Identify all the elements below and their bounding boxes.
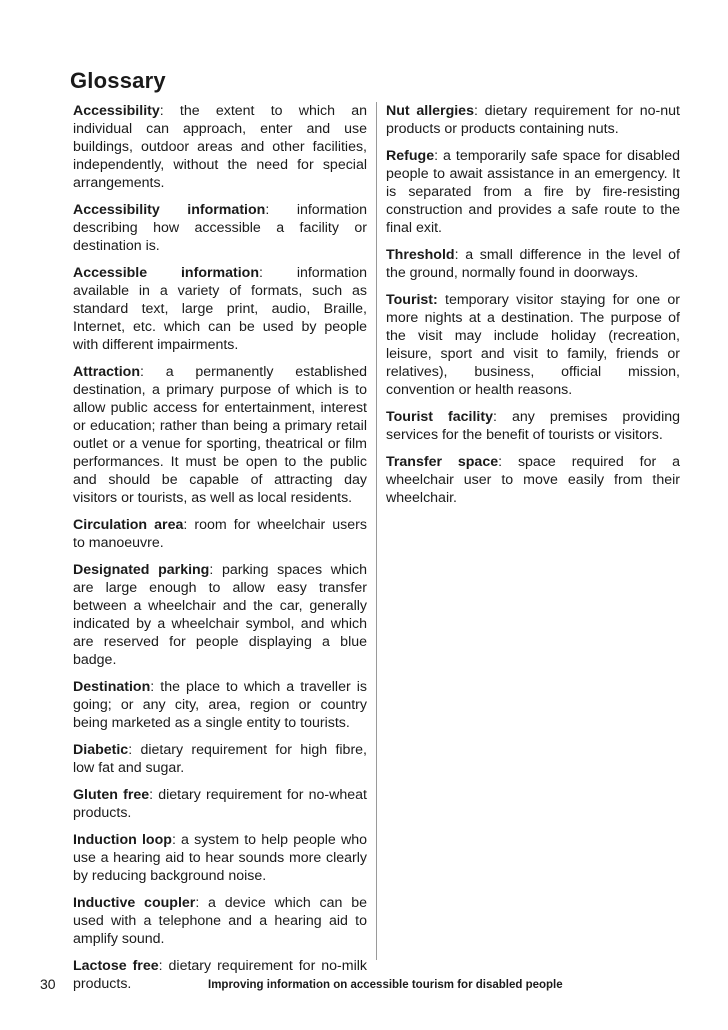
glossary-term-separator: : <box>140 364 144 380</box>
glossary-term-separator: : <box>158 958 163 974</box>
glossary-term-separator: : <box>128 742 133 758</box>
glossary-right-column <box>386 102 680 516</box>
glossary-term: Accessibility information <box>73 202 266 218</box>
glossary-definition: space required for a wheelchair user to move easily from their wheelchair. <box>386 454 680 506</box>
glossary-entry <box>386 246 680 282</box>
glossary-term-separator: : <box>209 562 214 578</box>
glossary-term: Transfer space <box>386 454 499 470</box>
glossary-entry <box>386 147 680 237</box>
glossary-definition: any premises providing services for the benefit of tourists or visitors. <box>386 409 681 443</box>
glossary-term-separator: : <box>195 895 200 911</box>
glossary-term-separator: : <box>454 247 459 263</box>
glossary-definition: a small difference in the level of the ground, normally found in doorways. <box>386 247 680 281</box>
glossary-entry <box>73 741 367 777</box>
glossary-definition: dietary requirement for no-milk products. <box>73 958 367 992</box>
glossary-entry <box>386 291 680 399</box>
glossary-term: Induction loop <box>73 832 172 848</box>
glossary-term: Threshold <box>386 247 455 263</box>
glossary-term: Designated parking <box>73 562 210 578</box>
glossary-definition: dietary requirement for no-nut products or products containing nuts. <box>386 103 680 137</box>
glossary-definition: temporary visitor staying for one or more nights at a destination. The purpose of the visit may include holiday (recreation, leisure, sport and visit to family, friends or relatives), business, official mission, convention or health reasons. <box>386 292 680 398</box>
glossary-term: Tourist: <box>386 292 438 308</box>
glossary-entry <box>73 516 367 552</box>
glossary-entry <box>386 102 680 138</box>
glossary-term: Accessible information <box>73 265 260 281</box>
page-title: Glossary <box>70 68 166 93</box>
glossary-definition: information describing how accessible a facility or destination is. <box>73 202 368 254</box>
glossary-entry <box>73 102 367 192</box>
glossary-definition: room for wheelchair users to manoeuvre. <box>73 517 367 551</box>
glossary-term: Gluten free <box>73 787 150 803</box>
glossary-term-separator: : <box>259 265 263 281</box>
glossary-left-column <box>73 102 367 1002</box>
glossary-definition: a system to help people who use a hearing aid to hear sounds more clearly by reducing background noise. <box>73 832 367 884</box>
glossary-term: Attraction <box>73 364 140 380</box>
glossary-term: Tourist facility <box>386 409 493 425</box>
glossary-term: Refuge <box>386 148 435 164</box>
glossary-entry <box>73 831 367 885</box>
glossary-entry <box>386 408 680 444</box>
glossary-term-separator: : <box>150 679 155 695</box>
glossary-definition: a device which can be used with a telephone and a hearing aid to amplify sound. <box>73 895 367 947</box>
glossary-term-separator: : <box>149 787 154 803</box>
glossary-definition: parking spaces which are large enough to allow easy transfer between a wheelchair and the car, generally indicated by a wheelchair symbol, and which are reserved for people displaying a blue badge. <box>73 562 367 668</box>
glossary-entry <box>73 363 367 507</box>
glossary-entry <box>73 201 367 255</box>
glossary-term-separator: : <box>434 148 439 164</box>
glossary-entry <box>73 264 367 354</box>
glossary-term-separator: : <box>498 454 503 470</box>
glossary-term-separator: : <box>183 517 188 533</box>
glossary-term-separator: : <box>473 103 478 119</box>
glossary-term: Circulation area <box>73 517 184 533</box>
glossary-entry <box>73 894 367 948</box>
glossary-term: Diabetic <box>73 742 129 758</box>
column-divider <box>376 102 377 960</box>
glossary-term-separator: : <box>159 103 164 119</box>
glossary-definition: a temporarily safe space for disabled people to await assistance in an emergency. It is separated from a fire by fire-resisting construction and provides a safe route to the final exit. <box>386 148 680 236</box>
glossary-definition: a permanently established destination, a primary purpose of which is to allow public access for entertainment, interest or education; rather than being a primary retail outlet or a venue for sporting, theatrical or film performances. It must be open to the public and should be capable of attracting day visitors or tourists, as well as local residents. <box>73 364 367 506</box>
glossary-definition: the extent to which an individual can approach, enter and use buildings, outdoor areas and other facilities, independently, without the need for special arrangements. <box>73 103 367 191</box>
page-number: 30 <box>40 976 56 992</box>
glossary-term-separator: : <box>171 832 176 848</box>
glossary-definition: dietary requirement for high fibre, low fat and sugar. <box>73 742 367 776</box>
glossary-term: Inductive coupler <box>73 895 196 911</box>
glossary-term: Destination <box>73 679 151 695</box>
glossary-definition: dietary requirement for no-wheat products. <box>73 787 367 821</box>
glossary-term: Nut allergies <box>386 103 474 119</box>
glossary-entry <box>73 678 367 732</box>
glossary-term-separator: : <box>265 202 270 218</box>
glossary-entry <box>386 453 680 507</box>
glossary-definition: the place to which a traveller is going; or any city, area, region or country being marketed as a single entity to tourists. <box>73 679 367 731</box>
glossary-term: Lactose free <box>73 958 159 974</box>
glossary-term: Accessibility <box>73 103 160 119</box>
glossary-definition: information available in a variety of formats, such as standard text, large print, audio, Braille, Internet, etc. which can be used by people with different impairments. <box>73 265 367 353</box>
glossary-entry <box>73 786 367 822</box>
glossary-term-separator: : <box>493 409 497 425</box>
footer-text: Improving information on accessible tourism for disabled people <box>208 979 563 991</box>
glossary-entry <box>73 561 367 669</box>
